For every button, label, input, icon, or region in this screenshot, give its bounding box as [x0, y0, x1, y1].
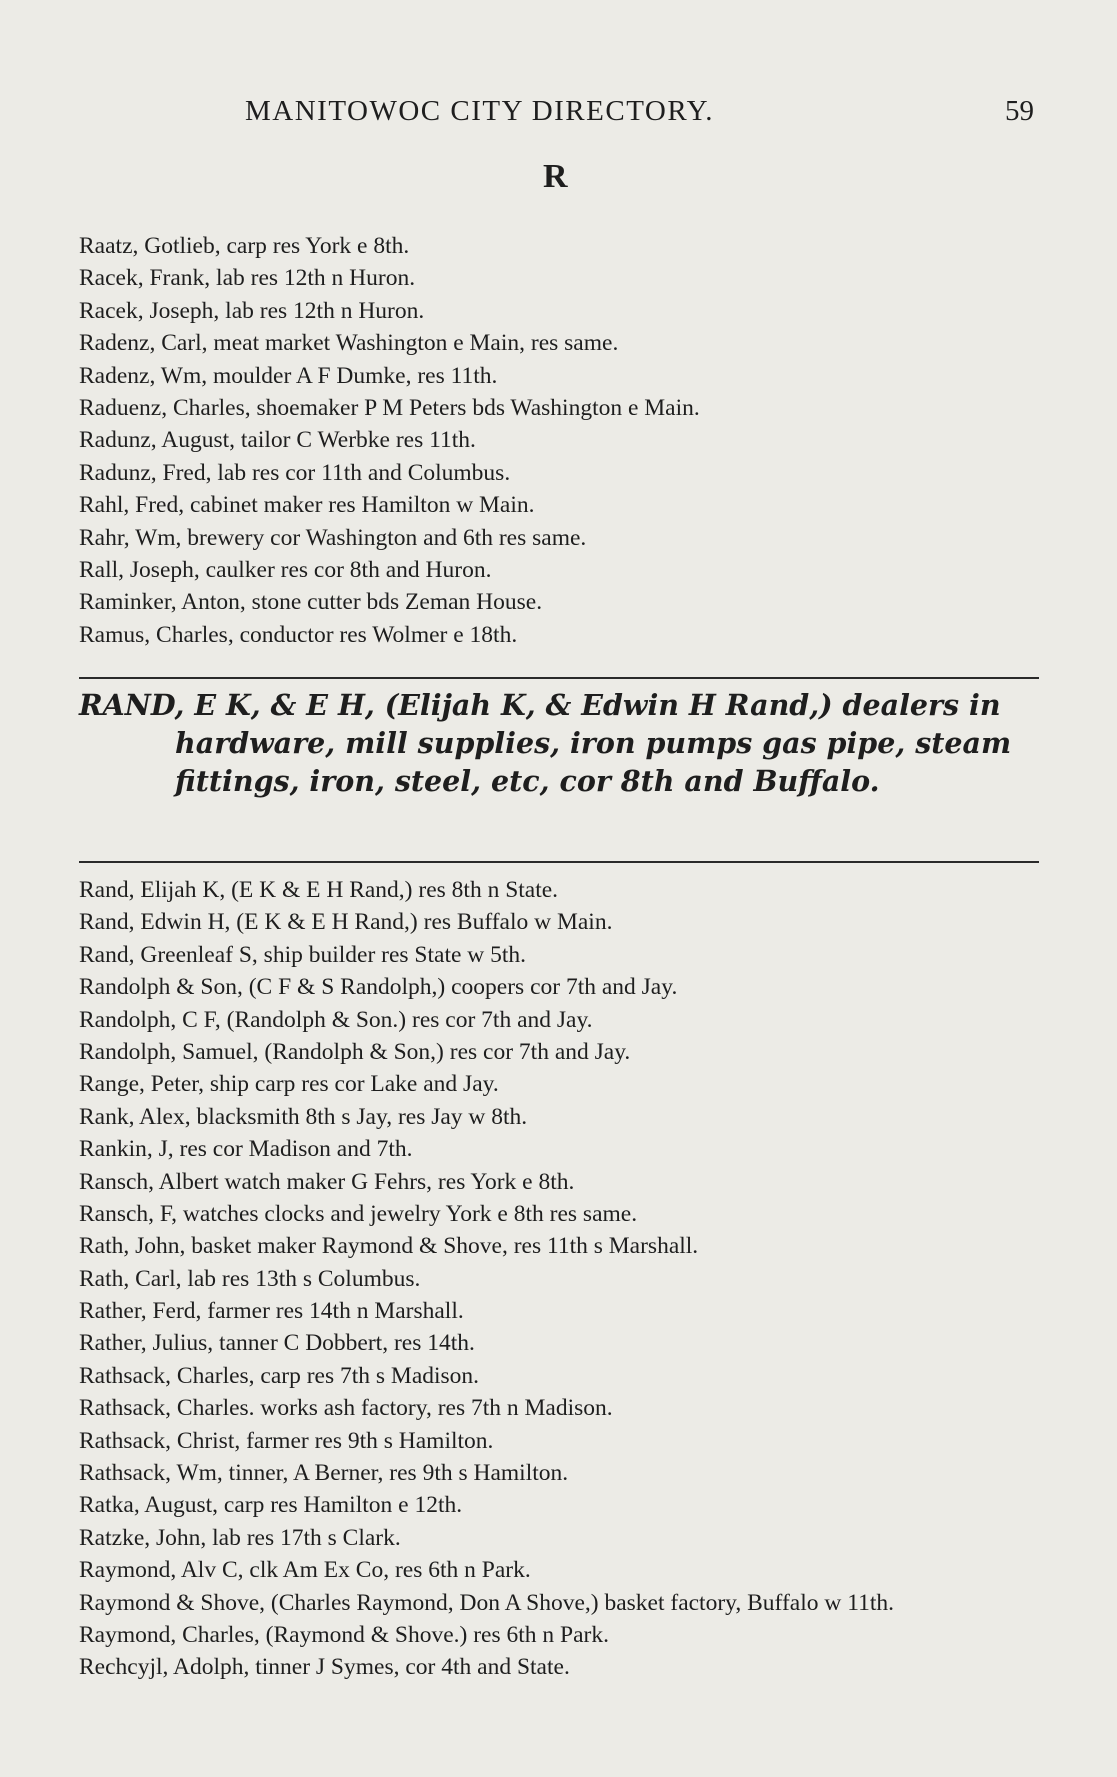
directory-entry: Rahr, Wm, brewery cor Washington and 6th res same.	[79, 524, 587, 551]
directory-entry: Rank, Alex, blacksmith 8th s Jay, res Jay w 8th.	[79, 1103, 528, 1130]
directory-entry: Ransch, F, watches clocks and jewelry York e 8th res same.	[79, 1200, 638, 1227]
directory-entry: Radunz, Fred, lab res cor 11th and Columbus.	[79, 459, 511, 486]
divider-rule-top	[79, 677, 1039, 679]
directory-entry: Raymond, Charles, (Raymond & Shove.) res 6th n Park.	[79, 1622, 609, 1648]
business-advertisement: RAND, E K, & E H, (Elijah K, & Edwin H Rand,) dealers in hardware, mill supplies, iron pumps gas pipe, steam fittings, iron, steel, etc, cor 8th and Buffalo.	[79, 688, 1012, 798]
directory-entry: Rahl, Fred, cabinet maker res Hamilton w Main.	[79, 492, 535, 519]
directory-entry: Rath, John, basket maker Raymond & Shove, res 11th s Marshall.	[79, 1233, 699, 1260]
directory-entry: Raminker, Anton, stone cutter bds Zeman House.	[79, 589, 543, 616]
directory-entry: Rathsack, Wm, tinner, A Berner, res 9th s Hamilton.	[79, 1460, 569, 1487]
directory-entry: Rathsack, Charles. works ash factory, res 7th n Madison.	[79, 1395, 613, 1422]
section-letter: R	[543, 158, 568, 195]
directory-entry: Rankin, J, res cor Madison and 7th.	[79, 1136, 413, 1163]
directory-entry: Ratzke, John, lab res 17th s Clark.	[79, 1524, 401, 1551]
directory-entry: Radenz, Wm, moulder A F Dumke, res 11th.	[79, 362, 498, 389]
directory-entry: Ratka, August, carp res Hamilton e 12th.	[79, 1492, 463, 1519]
directory-entry: Range, Peter, ship carp res cor Lake and Jay.	[79, 1071, 499, 1098]
directory-entry: Racek, Joseph, lab res 12th n Huron.	[79, 297, 425, 324]
directory-entry: Rand, Greenleaf S, ship builder res State w 5th.	[79, 941, 527, 968]
directory-entry: Rath, Carl, lab res 13th s Columbus.	[79, 1265, 421, 1292]
directory-entry: Radenz, Carl, meat market Washington e Main, res same.	[79, 330, 619, 357]
directory-entry: Raymond & Shove, (Charles Raymond, Don A Shove,) basket factory, Buffalo w 11th.	[79, 1589, 894, 1616]
running-title: MANITOWOC CITY DIRECTORY.	[245, 95, 715, 127]
directory-entry: Rather, Julius, tanner C Dobbert, res 14th.	[79, 1330, 475, 1357]
directory-entry: Ramus, Charles, conductor res Wolmer e 18th.	[79, 621, 518, 648]
directory-entry: Raatz, Gotlieb, carp res York e 8th.	[79, 233, 410, 259]
directory-entry: Randolph, C F, (Randolph & Son.) res cor 7th and Jay.	[79, 1006, 593, 1033]
entries-list-bottom	[79, 874, 1039, 1684]
directory-entry: Radunz, August, tailor C Werbke res 11th.	[79, 427, 476, 454]
divider-rule-bottom	[79, 861, 1039, 863]
directory-entry: Ransch, Albert watch maker G Fehrs, res York e 8th.	[79, 1168, 575, 1195]
directory-entry: Rather, Ferd, farmer res 14th n Marshall.	[79, 1298, 464, 1325]
directory-entry: Rand, Elijah K, (E K & E H Rand,) res 8th n State.	[79, 877, 559, 903]
page-header	[0, 95, 1117, 131]
directory-entry: Randolph & Son, (C F & S Randolph,) coopers cor 7th and Jay.	[79, 974, 678, 1001]
page-number: 59	[1005, 95, 1034, 127]
entries-list-top	[79, 230, 1039, 651]
directory-entry: Rand, Edwin H, (E K & E H Rand,) res Buffalo w Main.	[79, 909, 613, 936]
directory-entry: Racek, Frank, lab res 12th n Huron.	[79, 265, 416, 292]
directory-entry: Rathsack, Charles, carp res 7th s Madison.	[79, 1362, 480, 1389]
directory-entry: Raduenz, Charles, shoemaker P M Peters bds Washington e Main.	[79, 394, 700, 421]
directory-entry: Randolph, Samuel, (Randolph & Son,) res cor 7th and Jay.	[79, 1038, 631, 1065]
directory-entry: Raymond, Alv C, clk Am Ex Co, res 6th n Park.	[79, 1557, 531, 1584]
directory-entry: Rechcyjl, Adolph, tinner J Symes, cor 4th and State.	[79, 1654, 570, 1681]
directory-entry: Rall, Joseph, caulker res cor 8th and Huron.	[79, 556, 492, 583]
directory-entry: Rathsack, Christ, farmer res 9th s Hamilton.	[79, 1427, 494, 1454]
